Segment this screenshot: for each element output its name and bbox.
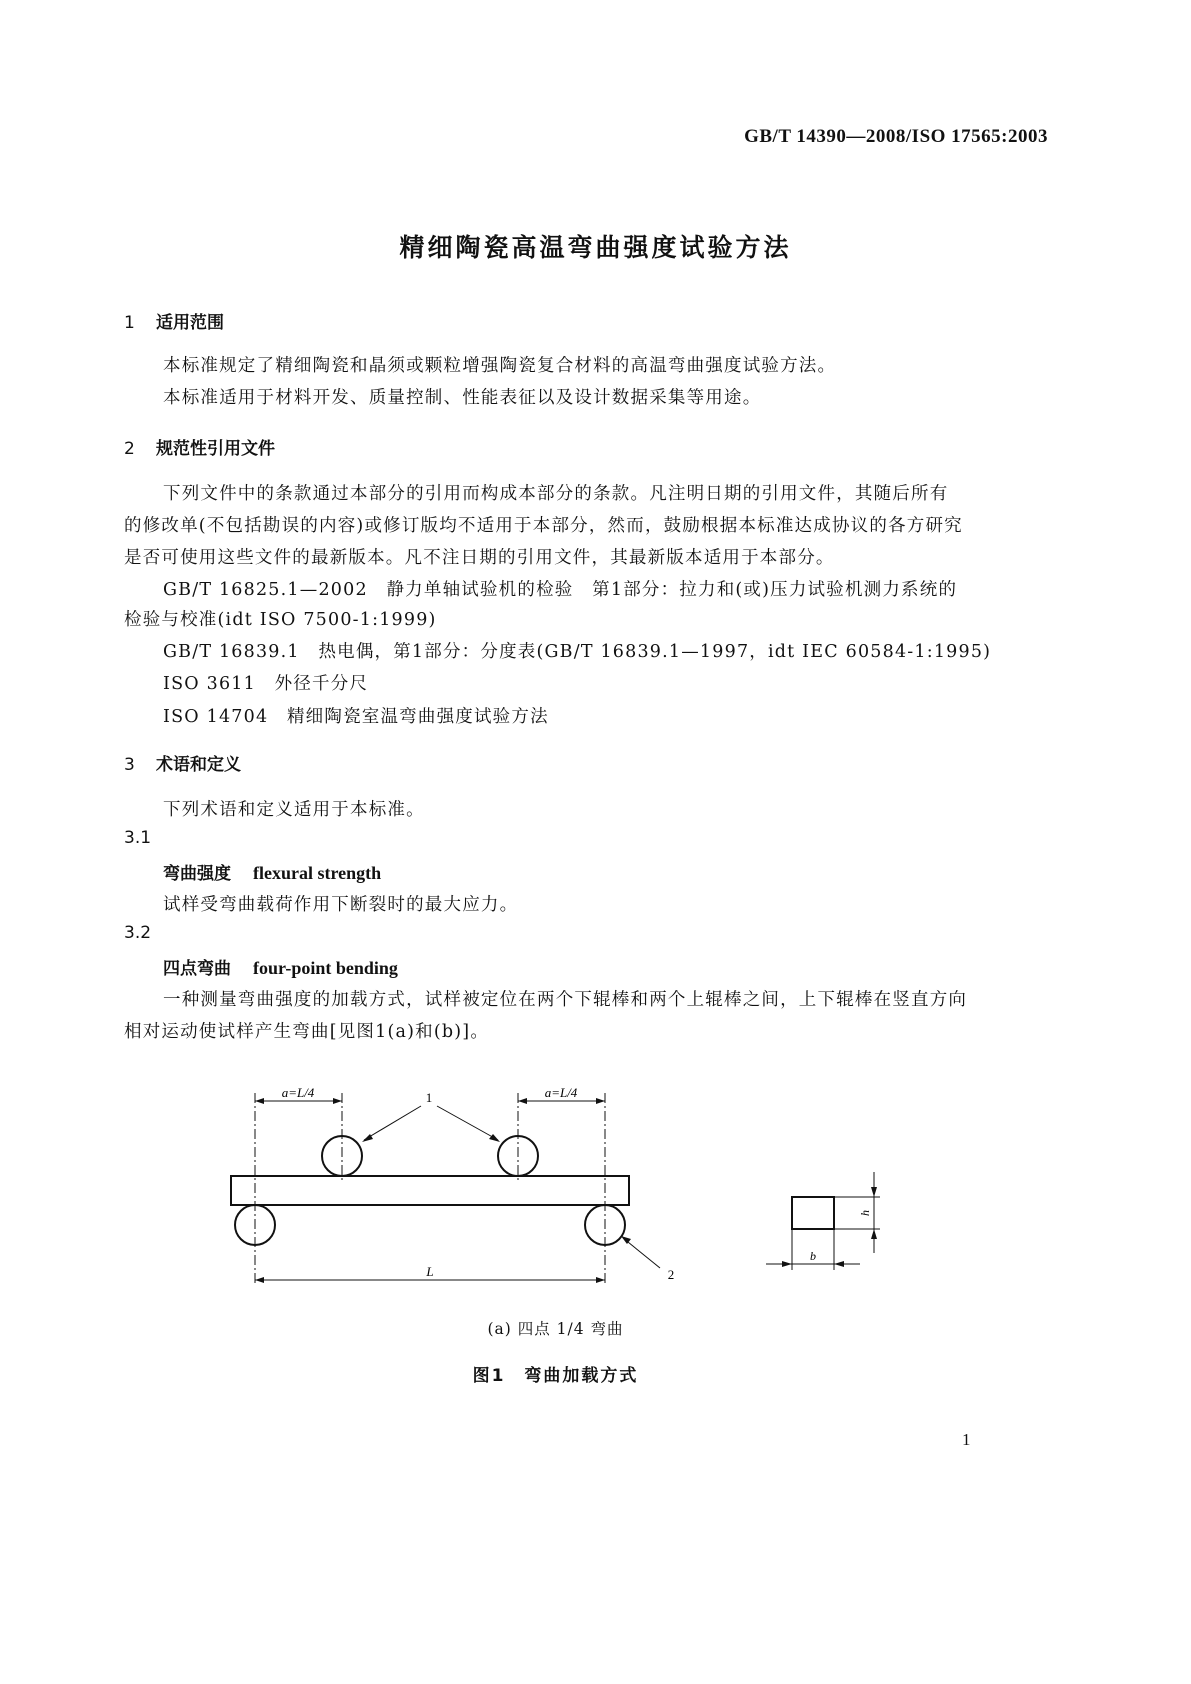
document-title: 精细陶瓷高温弯曲强度试验方法 xyxy=(399,233,792,262)
term-definition: 相对运动使试样产生弯曲[见图1(a)和(b)]。 xyxy=(124,1022,490,1042)
cross-section xyxy=(792,1197,834,1229)
section-number: 2 xyxy=(124,439,135,459)
term-en: flexural strength xyxy=(253,863,382,883)
section-title: 术语和定义 xyxy=(156,755,241,775)
term-definition: 试样受弯曲载荷作用下断裂时的最大应力。 xyxy=(163,895,519,915)
specimen-bar xyxy=(231,1176,629,1205)
leader-line xyxy=(623,1238,660,1268)
leader-line xyxy=(437,1106,498,1140)
term-number: 3.1 xyxy=(124,828,152,848)
leader-line xyxy=(364,1106,421,1140)
figure-title: 图1 弯曲加载方式 xyxy=(472,1366,639,1386)
term-number: 3.2 xyxy=(124,923,152,943)
paragraph: 本标准规定了精细陶瓷和晶须或颗粒增强陶瓷复合材料的高温弯曲强度试验方法。 xyxy=(163,356,837,376)
reference-line: GB/T 16839.1 热电偶，第1部分：分度表(GB/T 16839.1—1997，idt IEC 60584-1:1995) xyxy=(163,642,992,662)
reference-line: 检验与校准(idt ISO 7500-1:1999) xyxy=(124,610,437,630)
callout-2: 2 xyxy=(667,1267,675,1282)
standard-number: GB/T 14390—2008/ISO 17565:2003 xyxy=(744,126,1048,147)
term-en: four-point bending xyxy=(253,958,398,978)
term-zh: 四点弯曲 xyxy=(163,959,231,979)
figure-subcaption: (a) 四点 1/4 弯曲 xyxy=(487,1320,624,1338)
dimension-label-right: a=L/4 xyxy=(544,1085,578,1100)
section-number: 3 xyxy=(124,755,135,775)
callout-1: 1 xyxy=(425,1090,433,1105)
paragraph-line: 的修改单(不包括勘误的内容)或修订版均不适用于本部分，然而，鼓励根据本标准达成协议的各方研究 xyxy=(124,516,963,536)
dimension-label-left: a=L/4 xyxy=(281,1085,315,1100)
page-number: 1 xyxy=(962,1430,971,1449)
dimension-label-h: h xyxy=(858,1210,872,1216)
section-title: 规范性引用文件 xyxy=(156,439,275,459)
dimension-label-span: L xyxy=(426,1264,434,1279)
term-definition: 一种测量弯曲强度的加载方式，试样被定位在两个下辊棒和两个上辊棒之间，上下辊棒在竖直方向 xyxy=(163,990,968,1010)
paragraph: 本标准适用于材料开发、质量控制、性能表征以及设计数据采集等用途。 xyxy=(163,388,762,408)
paragraph-line: 下列文件中的条款通过本部分的引用而构成本部分的条款。凡注明日期的引用文件，其随后所有 xyxy=(163,484,949,504)
section-title: 适用范围 xyxy=(156,313,224,333)
paragraph: 下列术语和定义适用于本标准。 xyxy=(163,800,425,820)
reference-line: GB/T 16825.1—2002 静力单轴试验机的检验 第1部分：拉力和(或)压力试验机测力系统的 xyxy=(163,580,958,600)
dimension-label-b: b xyxy=(810,1249,816,1263)
paragraph-line: 是否可使用这些文件的最新版本。凡不注日期的引用文件，其最新版本适用于本部分。 xyxy=(124,548,835,568)
reference-line: ISO 3611 外径千分尺 xyxy=(163,674,369,694)
reference-line: ISO 14704 精细陶瓷室温弯曲强度试验方法 xyxy=(163,707,549,727)
section-number: 1 xyxy=(124,313,135,333)
term-zh: 弯曲强度 xyxy=(163,864,231,884)
